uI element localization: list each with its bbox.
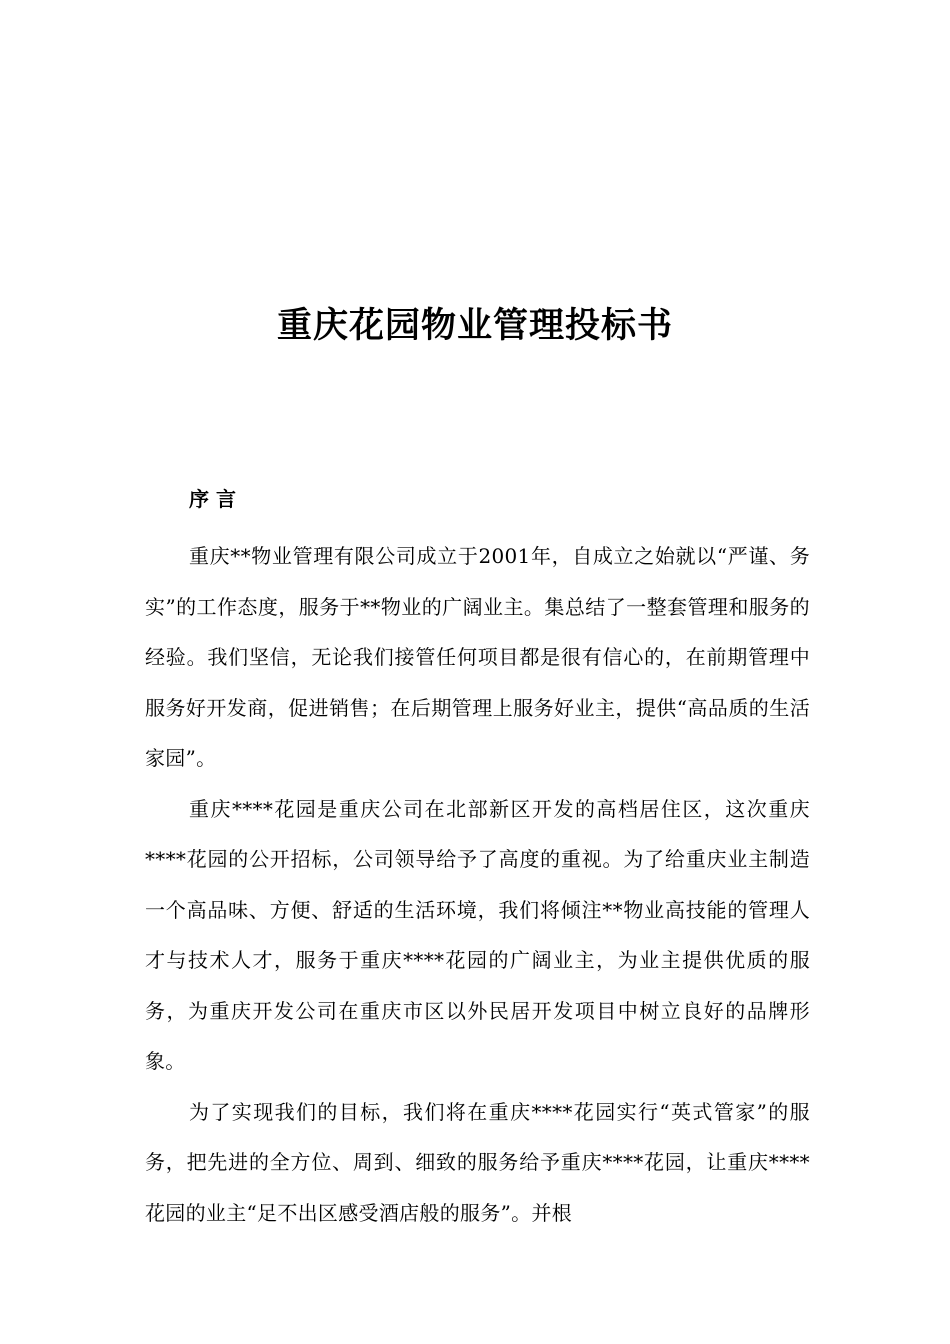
paragraph-1: 重庆**物业管理有限公司成立于2001年，自成立之始就以“严谨、务实”的工作态度，服务于**物业的广阔业主。集总结了一整套管理和服务的经验。我们坚信，无论我们接管任何项目都是很有信心的，在前期管理中服务好开发商，促进销售；在后期管理上服务好业主，提供“高品质的生活家园”。 — [145, 544, 810, 770]
paragraph-2: 重庆****花园是重庆公司在北部新区开发的高档居住区，这次重庆****花园的公开招标，公司领导给予了高度的重视。为了给重庆业主制造一个高品味、方便、舒适的生活环境，我们将倾注**物业高技能的管理人才与技术人才，服务于重庆****花园的广阔业主，为业主提供优质的服务，为重庆开发公司在重庆市区以外民居开发项目中树立良好的品牌形象。 — [145, 796, 810, 1073]
document-body — [145, 480, 810, 1238]
section-heading-preface: 序 言 — [189, 487, 236, 511]
paragraph-3: 为了实现我们的目标，我们将在重庆****花园实行“英式管家”的服务，把先进的全方位、周到、细致的服务给予重庆****花园，让重庆****花园的业主“足不出区感受酒店般的服务”。并根 — [145, 1099, 810, 1225]
document-title: 重庆花园物业管理投标书 — [276, 305, 673, 347]
